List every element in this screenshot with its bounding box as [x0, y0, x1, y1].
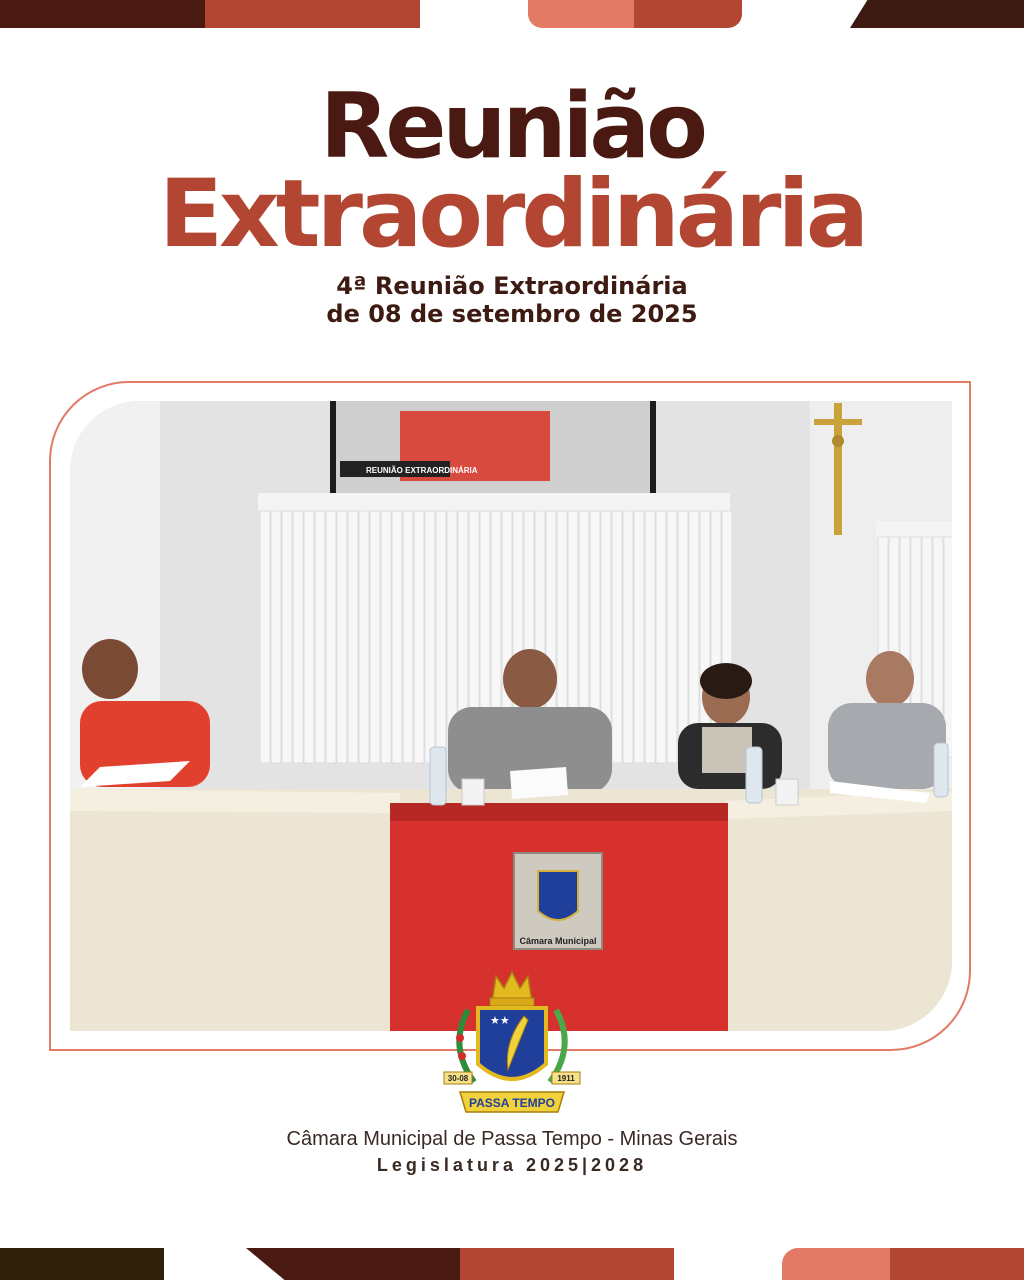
blind-slat [326, 511, 336, 763]
institution-name: Câmara Municipal de Passa Tempo - Minas Gerais [286, 1128, 738, 1150]
crest-date-right: 1911 [557, 1074, 575, 1083]
blind-slat [293, 511, 303, 763]
meeting-date: de 08 de setembro de 2025 [326, 300, 698, 328]
blind-slat [315, 511, 325, 763]
coat-of-arms-emblem [438, 966, 586, 1116]
blind-slat [634, 511, 644, 763]
session-photo-illustration [70, 401, 952, 1031]
tv-caption: REUNIÃO EXTRAORDINÁRIA [366, 466, 478, 475]
blind-slat [656, 511, 666, 763]
meeting-number: 4ª Reunião Extraordinária [336, 272, 688, 300]
blind-slat [425, 511, 435, 763]
title-extraordinaria: Extraordinária [158, 160, 866, 269]
blind-slat [370, 511, 380, 763]
blind-slat [381, 511, 391, 763]
blind-slat [414, 511, 424, 763]
bottom-decorative-band [0, 1248, 1024, 1280]
blind-slat [359, 511, 369, 763]
blind-slat [337, 511, 347, 763]
blind-slat [260, 511, 270, 763]
blind-slat [304, 511, 314, 763]
blind-slat [667, 511, 677, 763]
crest-banner: PASSA TEMPO [468, 1096, 556, 1110]
legislature: Legislatura 2025|2028 [376, 1155, 648, 1175]
plaque-label: Câmara Municipal [519, 936, 597, 946]
blind-slat [623, 511, 633, 763]
blind-slat [271, 511, 281, 763]
blind-slat [282, 511, 292, 763]
title-reuniao: Reunião [320, 74, 704, 179]
blind-slat [403, 511, 413, 763]
blind-slat [678, 511, 688, 763]
blind-slat [436, 511, 446, 763]
session-photo [70, 401, 952, 1031]
crest-date-left: 30-08 [447, 1074, 469, 1083]
blind-slat [645, 511, 655, 763]
blind-slat [348, 511, 358, 763]
blind-slat [612, 511, 622, 763]
star-icon: ★★ [490, 1014, 510, 1027]
coat-of-arms [438, 966, 586, 1116]
blind-slat [392, 511, 402, 763]
top-decorative-band [0, 0, 1024, 28]
